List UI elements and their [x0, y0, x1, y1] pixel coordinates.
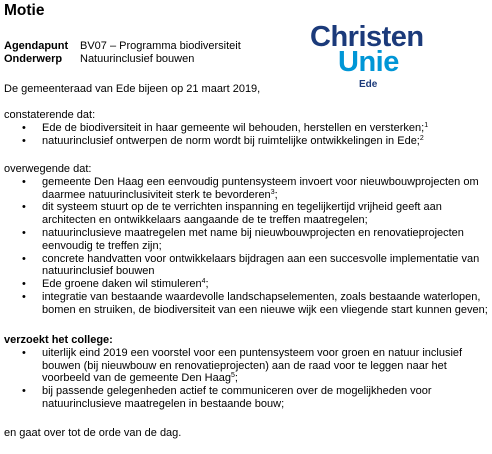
- bullet-icon: •: [22, 134, 26, 147]
- list-item: • gemeente Den Haag een eenvoudig puntensysteem invoert voor nieuwbouwprojecten om daarmee natuurinclusiviteit sterk te bevorderen$^3$;: [22, 175, 479, 201]
- bullet-icon: •: [22, 201, 26, 214]
- bullet-icon: •: [22, 252, 26, 265]
- bullet-icon: •: [22, 226, 26, 239]
- verzoekt-list: [4, 347, 490, 411]
- constaterende-section: [4, 109, 490, 147]
- list-item: • concrete handvatten voor ontwikkelaars bijdragen aan een succesvolle implementatie van natuurinclusief bouwen: [22, 252, 480, 278]
- overwegende-list: [4, 176, 490, 317]
- verzoekt-heading: verzoekt het college:: [4, 334, 113, 346]
- list-item: • Ede de biodiversiteit in haar gemeente wil behouden, herstellen en versterken;$^1$: [22, 121, 429, 134]
- document-title: Motie: [4, 2, 45, 19]
- overwegende-section: [4, 163, 490, 317]
- bullet-icon: •: [22, 278, 26, 291]
- bullet-icon: •: [22, 121, 26, 134]
- onderwerp-row: [4, 53, 241, 66]
- constaterende-list: [4, 122, 490, 148]
- list-item: • bij passende gelegenheden actief te communiceren over de mogelijkheden voor natuurinclusieve maatregelen in bestaande bouw;: [22, 385, 432, 410]
- bullet-icon: •: [22, 385, 26, 398]
- agendapunt-value: BV07 – Programma biodiversiteit: [80, 40, 241, 52]
- bullet-icon: •: [22, 290, 26, 303]
- list-item: • Ede groene daken wil stimuleren$^4$;: [22, 278, 209, 291]
- christenunie-logo: [310, 21, 430, 90]
- agendapunt-label: Agendapunt: [4, 40, 69, 52]
- list-item: • uiterlijk eind 2019 een voorstel voor een puntensysteem voor groen en natuur inclusief bouwen (bij nieuwbouw en renovatieprojecten) aan de raad voor te leggen naar het voorbeeld van de gemeente Den Haag$^5$;: [22, 346, 463, 385]
- closing-text: en gaat over tot de orde van de dag.: [4, 427, 182, 439]
- logo-line-1: Christen: [310, 21, 424, 53]
- constaterende-heading: constaterende dat:: [4, 109, 96, 121]
- logo-line-2: Unie: [338, 46, 399, 78]
- intro-text: De gemeenteraad van Ede bijeen op 21 maart 2019,: [4, 83, 261, 95]
- onderwerp-value: Natuurinclusief bouwen: [80, 53, 195, 65]
- list-item: • dit systeem stuurt op de te verrichten inspanning en tegelijkertijd vrijheid geeft aan architecten en ontwikkelaars aangaande de te treffen maatregelen;: [22, 201, 442, 227]
- meta-block: [4, 40, 241, 66]
- list-item: • natuurinclusieve maatregelen met name bij nieuwbouwprojecten en renovatieprojecten eenvoudig te treffen zijn;: [22, 226, 464, 252]
- logo-line-3: Ede: [359, 79, 378, 90]
- bullet-icon: •: [22, 346, 26, 359]
- overwegende-heading: overwegende dat:: [4, 163, 92, 175]
- agendapunt-row: [4, 40, 241, 53]
- list-item: • integratie van bestaande waardevolle landschapselementen, zoals bestaande waterlopen, bomen en struiken, de biodiversiteit van een nieuwe wijk een vliegende start kunnen geven;: [22, 290, 488, 316]
- list-item: • natuurinclusief ontwerpen de norm wordt bij ruimtelijke ontwikkelingen in Ede;$^2$: [22, 134, 424, 147]
- verzoekt-section: [4, 334, 490, 411]
- bullet-icon: •: [22, 175, 26, 188]
- onderwerp-label: Onderwerp: [4, 53, 63, 65]
